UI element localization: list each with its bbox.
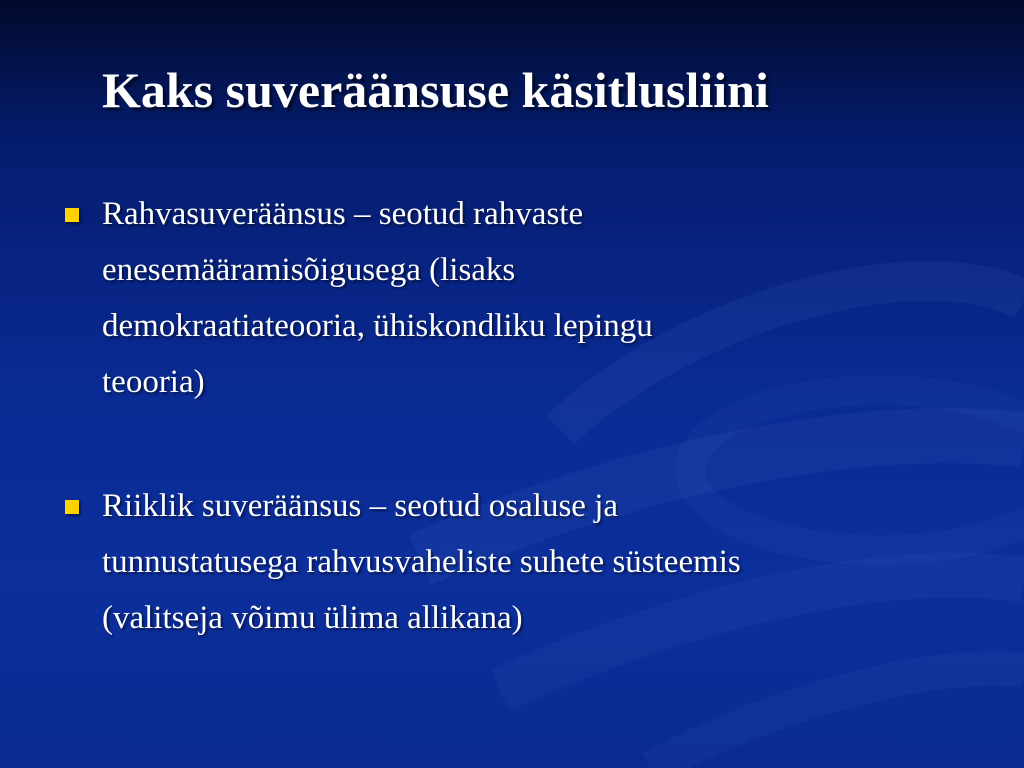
bullet-item-riiklik-suveraansus [60, 478, 960, 646]
bullet-line: Rahvasuveräänsus – seotud rahvaste [102, 196, 584, 232]
square-bullet-icon [65, 208, 79, 222]
bullet-line: enesemääramisõigusega (lisaks [102, 252, 516, 288]
bullet-line: Riiklik suveräänsus – seotud osaluse ja [102, 488, 619, 524]
slide-title: Kaks suveräänsuse käsitlusliini [102, 62, 769, 118]
bullet-line: demokraatiateooria, ühiskondliku lepingu [102, 308, 653, 344]
bullet-list [60, 186, 960, 646]
bullet-line: (valitseja võimu ülima allikana) [102, 600, 523, 636]
bullet-line: teooria) [102, 364, 205, 400]
square-bullet-icon [65, 500, 79, 514]
bullet-item-rahvasuveraansus [60, 186, 960, 410]
bullet-line: tunnustatusega rahvusvaheliste suhete süsteemis [102, 544, 741, 580]
